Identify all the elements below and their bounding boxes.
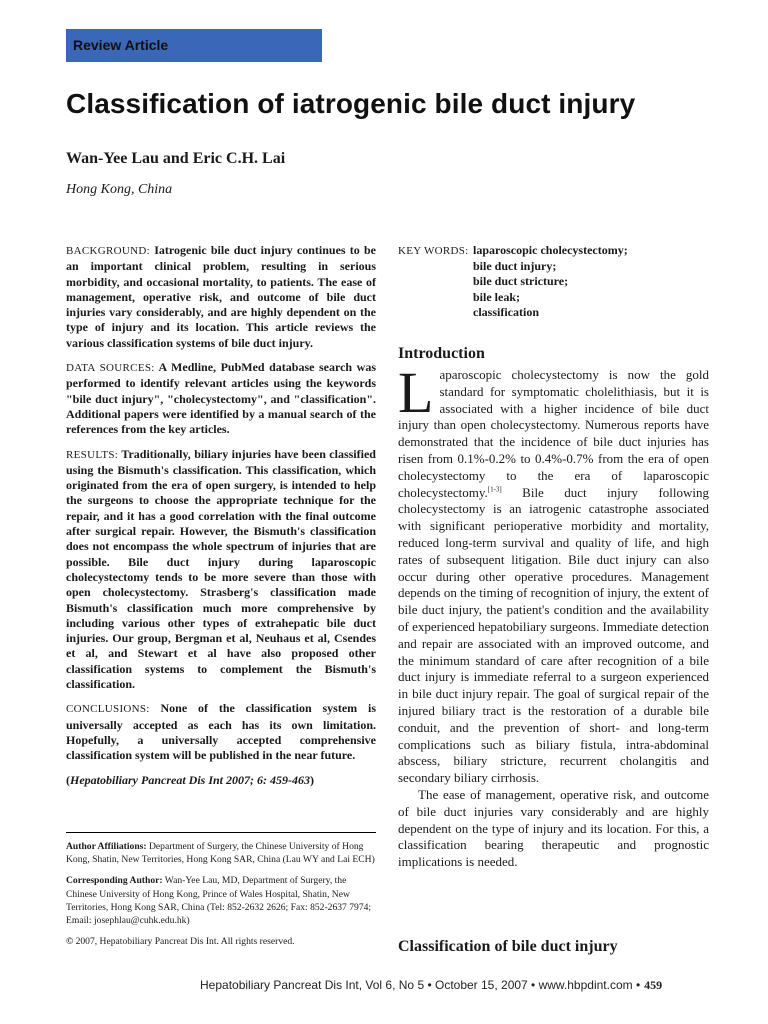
keyword-item: bile duct stricture; (473, 274, 569, 289)
page-number: 459 (644, 978, 663, 992)
article-type-banner (66, 29, 322, 62)
background-label: BACKGROUND: (66, 245, 150, 257)
keywords-label: KEY WORDS: (398, 245, 469, 257)
results-text: Traditionally, biliary injuries have been classified using the Bismuth's classification. This classification, which originated from the era of open surgery, is intended to help the surgeons to choose the appropriate technique for the repair, and it has a good correlation with the final outcome after surgical repair. However, the Bismuth's classification does not encompass the whole spectrum of injuries that are possible. Bile duct injury during laparoscopic cholecystectomy tends to be more severe than those with open cholecystectomy. Strasberg's classification made Bismuth's classification much more comprehensive by including various other types of extrahepatic bile duct injuries. Our group, Bergman et al, Neuhaus et al, Csendes et al, and Stewart et al have also proposed other classification systems to complement the Bismuth's classification. (66, 446, 376, 692)
keyword-item: classification (473, 305, 539, 320)
author-location: Hong Kong, China (66, 182, 173, 197)
footnotes (66, 832, 376, 956)
data-sources-label: DATA SOURCES: (66, 362, 155, 375)
copyright-text: 2007, Hepatobiliary Pancreat Dis Int. All rights reserved. (73, 936, 295, 948)
intro-text-a: aparoscopic cholecystectomy is now the gold standard for symptomatic cholelithiasis, but it is associated with a higher incidence of bile duct injury than open cholecystectomy. Numerous reports have demonstrated that the incidence of bile duct injuries has risen from 0.1%-0.2% to 0.4%-0.7% from the era of open cholecystectomy to the era of laparoscopic cholecystectomy. (398, 367, 709, 500)
affiliations-label: Author Affiliations: (66, 841, 147, 852)
journal-footer-text: Hepatobiliary Pancreat Dis Int, Vol 6, No 5 • October 15, 2007 • www.hbpdint.com • (200, 978, 641, 992)
corresponding-author (66, 874, 376, 927)
keyword-list (473, 243, 628, 321)
copyright-notice (66, 935, 376, 948)
page-footer (200, 978, 662, 993)
author-affiliations (66, 840, 376, 866)
background-text: Iatrogenic bile duct injury continues to be an important clinical problem, resulting in serious morbidity, and occasional mortality, to patients. The ease of management, operative risk, and outcome of bile duct injuries vary considerably, and are highly dependent on the type of injury and its location. This article reviews the various classification systems of bile duct injury. (66, 243, 377, 350)
introduction-paragraph-1 (398, 360, 709, 787)
conclusions-label: CONCLUSIONS: (66, 703, 150, 716)
abstract-conclusions (66, 701, 376, 763)
results-label: RESULTS: (66, 448, 119, 461)
abstract-results (66, 447, 376, 693)
copyright-symbol: © (66, 936, 74, 948)
conclusions-text: None of the classification system is universally accepted as each has its own limitation. Hopefully, a universally accepted comprehensive classification system will be published in the near future. (66, 701, 376, 763)
keyword-item: laparoscopic cholecystectomy; (473, 243, 628, 257)
abstract-background (66, 243, 376, 351)
abstract-data-sources (66, 360, 376, 437)
article-type-label: Review Article (73, 37, 169, 53)
author-list: Wan-Yee Lau and Eric C.H. Lai (66, 150, 286, 167)
intro-text-b: Bile duct injury following cholecystectomy is an iatrogenic catastrophe associated with significant perioperative morbidity and mortality, reduced long-term survival and quality of life, and high rates of subsequent litigation. Bile duct injury can also occur during other operative procedures. Management depends on the timing of recognition of injury, the extent of bile duct injury, the patient's condition and the availability of experienced hepatobiliary surgeons. Immediate detection and repair are associated with an improved outcome, and the minimum standard of care after recognition of a bile duct injury is immediate referral to a surgeon experienced in bile duct injury repair. The goal of surgical repair of the injured biliary tract is the restoration of a durable bile conduit, and the prevention of short- and long-term complications such as biliary fistula, intra-abdominal abscess, biliary stricture, recurrent cholangitis and secondary biliary cirrhosis. (398, 484, 709, 786)
classification-heading: Classification of bile duct injury (398, 938, 618, 955)
reference-superscript: [1-3] (487, 485, 502, 494)
keyword-item: bile leak; (473, 289, 520, 304)
article-title: Classification of iatrogenic bile duct injury (66, 88, 636, 119)
abstract (66, 243, 376, 797)
corresponding-text: Wan-Yee Lau, MD, Department of Surgery, the Chinese University of Hong Kong, Prince of Wales Hospital, Shatin, New Territories, Hong Kong SAR, China (Tel: 852-2632 2626; Fax: 852-2637 7974; Email: josephlau@cuhk.edu.hk) (66, 875, 372, 927)
affiliations-text: Department of Surgery, the Chinese University of Hong Kong, Shatin, New Territories, Hong Kong SAR, China (Lau WY and Lai ECH) (66, 841, 375, 866)
introduction-body (398, 360, 709, 871)
citation-text: Hepatobiliary Pancreat Dis Int 2007; 6: 459-463 (70, 772, 310, 787)
citation: (Hepatobiliary Pancreat Dis Int 2007; 6: 459-463) (66, 772, 314, 787)
drop-cap: L (398, 360, 434, 425)
keyword-item: bile duct injury; (473, 258, 557, 273)
introduction-heading: Introduction (398, 345, 485, 362)
data-sources-text: A Medline, PubMed database search was performed to identify relevant articles using the keywords "bile duct injury", "cholecystectomy", and "classification". Additional papers were identified by a manual search of the references from the key articles. (66, 360, 376, 437)
introduction-paragraph-2: The ease of management, operative risk, and outcome of bile duct injuries vary considerably and are highly dependent on the type of injury and its location. For this, a classification bearing therapeutic and prognostic implications is needed. (398, 786, 709, 870)
keywords (398, 243, 628, 320)
corresponding-label: Corresponding Author: (66, 875, 163, 887)
